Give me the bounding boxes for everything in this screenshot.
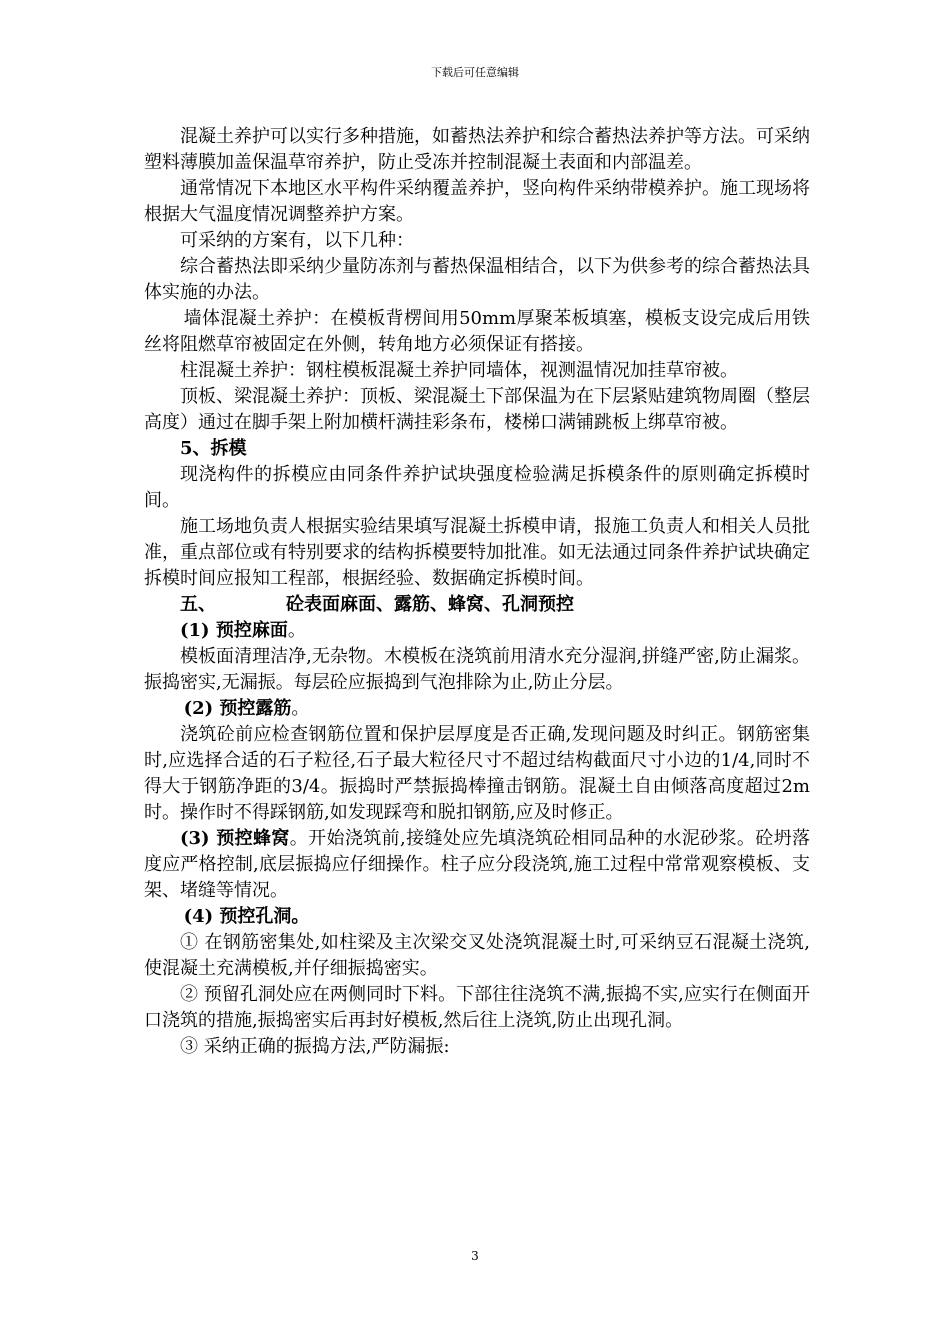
subsection-heading: (4) 预控孔洞。 [183,906,310,927]
document-body [144,124,810,1060]
heading-number: 五、 [180,594,216,615]
paragraph: 顶板、梁混凝土养护：顶板、梁混凝土下部保温为在下层紧贴建筑物周圈（整层高度）通过在脚手架上附加横杆满挂彩条布，楼梯口满铺跳板上绑草帘被。 [144,386,810,433]
section-heading: 5、拆模 [180,438,247,459]
subsection-title: (2) 预控露筋 [183,698,292,719]
paragraph: 综合蓄热法即采纳少量防冻剂与蓄热保温相结合，以下为供参考的综合蓄热法具体实施的办法。 [144,256,810,303]
paragraph: 可采纳的方案有，以下几种： [180,230,414,251]
page-header: 下载后可任意编辑 [431,66,519,79]
subsection-title: (1) 预控麻面 [180,620,288,641]
subsection-title: (3) 预控蜂窝 [180,828,290,849]
section-heading [144,592,810,618]
subsection-body: 。开始浇筑前,接缝处应先填浇筑砼相同品种的水泥砂浆。砼坍落度应严格控制,底层振捣应仔细操作。柱子应分段浇筑,施工过程中常常观察模板、支架、堵缝等情况。 [144,828,811,901]
subsection-heading [144,618,810,644]
heading-text: 砼表面麻面、露筋、蜂窝、孔洞预控 [286,594,574,615]
paragraph: 混凝土养护可以实行多种措施，如蓄热法养护和综合蓄热法养护等方法。可采纳塑料薄膜加盖保温草帘养护，防止受冻并控制混凝土表面和内部温差。 [144,126,810,173]
paragraph: 模板面清理洁净,无杂物。木模板在浇筑前用清水充分湿润,拼缝严密,防止漏浆。振捣密实,无漏振。每层砼应振捣到气泡排除为止,防止分层。 [144,646,810,693]
paragraph: 墙体混凝土养护：在模板背楞间用50mm厚聚苯板填塞，模板支设完成后用铁丝将阻燃草帘被固定在外侧，转角地方必须保证有搭接。 [144,308,810,355]
paragraph: 现浇构件的拆模应由同条件养护试块强度检验满足拆模条件的原则确定拆模时间。 [144,464,810,511]
page-number: 3 [471,1249,479,1263]
paragraph [144,826,810,904]
paragraph: 通常情况下本地区水平构件采纳覆盖养护，竖向构件采纳带模养护。施工现场将根据大气温度情况调整养护方案。 [144,178,810,225]
list-item: ③ 采纳正确的振捣方法,严防漏振: [180,1036,450,1057]
subsection-title-end: 。 [287,620,306,641]
list-item: ② 预留孔洞处应在两侧同时下料。下部往往浇筑不满,振捣不实,应实行在侧面开口浇筑的措施,振捣密实后再封好模板,然后往上浇筑,防止出现孔洞。 [144,984,810,1031]
subsection-title-end: 。 [291,698,310,719]
subsection-heading [144,696,810,722]
paragraph: 柱混凝土养护：钢柱模板混凝土养护同墙体，视测温情况加挂草帘被。 [180,360,738,381]
paragraph: 施工场地负责人根据实验结果填写混凝土拆模申请，报施工负责人和相关人员批准，重点部位或有特别要求的结构拆模要特加批准。如无法通过同条件养护试块确定拆模时间应报知工程部，根据经验、数据确定拆模时间。 [144,516,810,589]
paragraph: 浇筑砼前应检查钢筋位置和保护层厚度是否正确,发现问题及时纠正。钢筋密集时,应选择合适的石子粒径,石子最大粒径尺寸不超过结构截面尺寸小边的1/4,同时不得大于钢筋净距的3/4。振捣时严禁振捣棒撞击钢筋。混凝土自由倾落高度超过2m时。操作时不得踩钢筋,如发现踩弯和脱扣钢筋,应及时修正。 [144,724,810,823]
list-item: ① 在钢筋密集处,如柱梁及主次梁交叉处浇筑混凝土时,可采纳豆石混凝土浇筑,使混凝土充满模板,并仔细振捣密实。 [144,932,810,979]
